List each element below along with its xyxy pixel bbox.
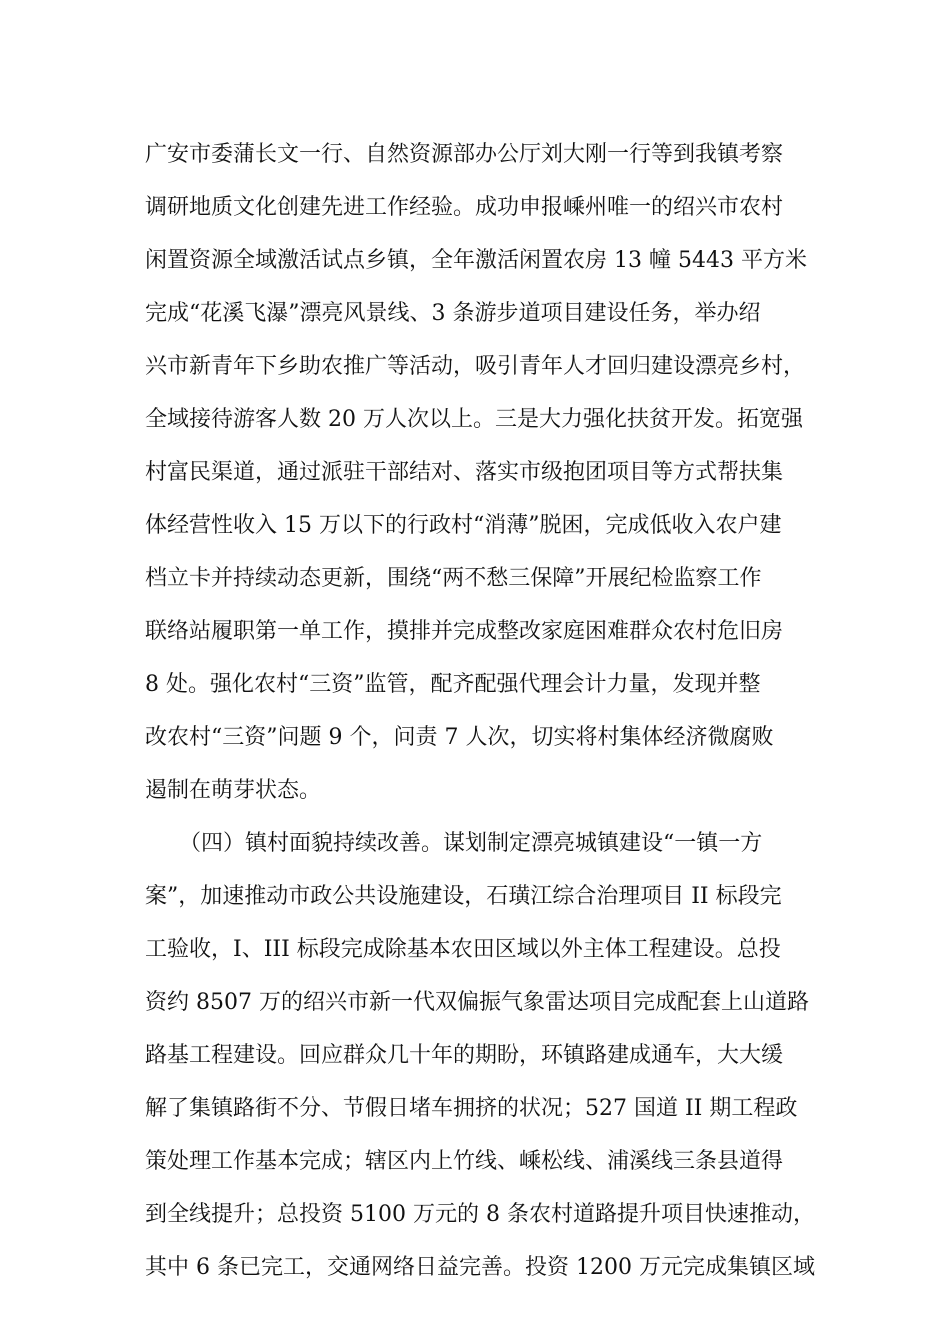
text-line: 解了集镇路街不分、节假日堵车拥挤的状况；527 国道 II 期工程政 xyxy=(145,1096,798,1121)
text-line: 路基工程建设。回应群众几十年的期盼，环镇路建成通车，大大缓 xyxy=(145,1043,784,1068)
text-line: 8 处。强化农村“三资”监管，配齐配强代理会计力量，发现并整 xyxy=(145,672,761,697)
text-line: 策处理工作基本完成；辖区内上竹线、嵊松线、浦溪线三条县道得 xyxy=(145,1149,784,1174)
text-line: 村富民渠道，通过派驻干部结对、落实市级抱团项目等方式帮扶集 xyxy=(145,460,784,485)
text-line: 遏制在萌芽状态。 xyxy=(145,778,322,803)
text-line: 资约 8507 万的绍兴市新一代双偏振气象雷达项目完成配套上山道路 xyxy=(145,990,809,1015)
text-line: 闲置资源全域激活试点乡镇，全年激活闲置农房 13 幢 5443 平方米 xyxy=(145,248,807,273)
text-line: 到全线提升；总投资 5100 万元的 8 条农村道路提升项目快速推动， xyxy=(145,1202,815,1227)
text-line: 其中 6 条已完工，交通网络日益完善。投资 1200 万元完成集镇区域 xyxy=(145,1255,815,1280)
text-line: 调研地质文化创建先进工作经验。成功申报嵊州唯一的绍兴市农村 xyxy=(145,195,784,220)
text-line: 档立卡并持续动态更新，围绕“两不愁三保障”开展纪检监察工作 xyxy=(145,566,762,591)
text-line: 联络站履职第一单工作，摸排并完成整改家庭困难群众农村危旧房 xyxy=(145,619,784,644)
text-line: 工验收，I、III 标段完成除基本农田区域以外主体工程建设。总投 xyxy=(145,937,781,962)
body-text xyxy=(145,128,815,1294)
text-line: 体经营性收入 15 万以下的行政村“消薄”脱困，完成低收入农户建 xyxy=(145,513,782,538)
text-line: 广安市委蒲长文一行、自然资源部办公厅刘大刚一行等到我镇考察 xyxy=(145,142,784,167)
section-heading-line: （四）镇村面貌持续改善。谋划制定漂亮城镇建设“一镇一方 xyxy=(179,831,763,856)
text-line: 兴市新青年下乡助农推广等活动，吸引青年人才回归建设漂亮乡村， xyxy=(145,354,806,379)
text-line: 完成“花溪飞瀑”漂亮风景线、3 条游步道项目建设任务，举办绍 xyxy=(145,301,761,326)
text-line: 全域接待游客人数 20 万人次以上。三是大力强化扶贫开发。拓宽强 xyxy=(145,407,803,432)
text-line: 案”，加速推动市政公共设施建设，石璜江综合治理项目 II 标段完 xyxy=(145,884,782,909)
text-line: 改农村“三资”问题 9 个，问责 7 人次，切实将村集体经济微腐败 xyxy=(145,725,774,750)
